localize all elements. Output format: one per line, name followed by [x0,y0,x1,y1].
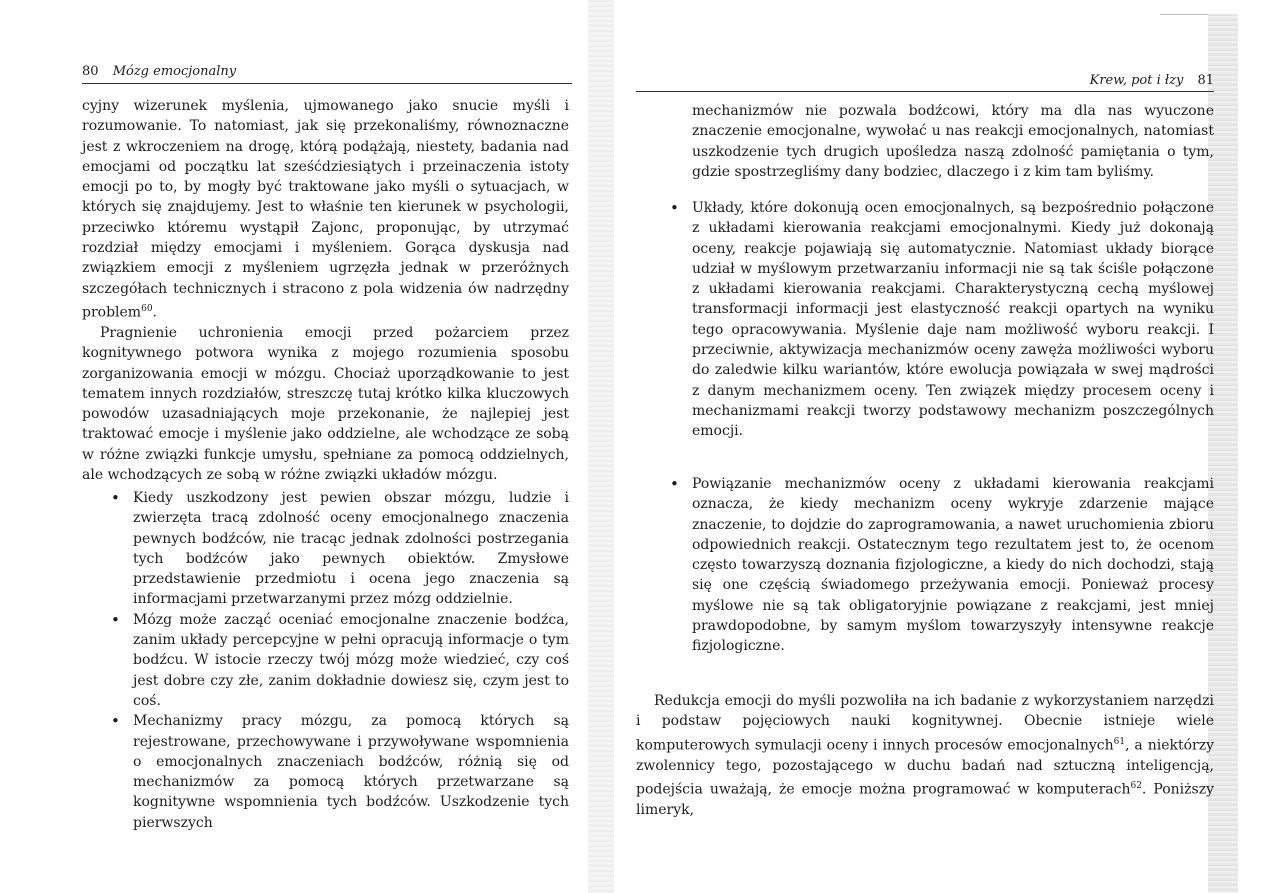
left-page [0,0,600,893]
right-running-title: Krew, pot i łzy [1089,73,1184,88]
left-bullet-item-2: • Mózg może zacząć oceniać emocjonalne znaczenie bodźca, zanim układy percepcyjne w pełni opracują informacje o tym bodźcu. W istocie rzeczy twój mózg może wiedzieć, czy coś jest dobre czy złe, zanim dokładnie dowiesz się, czym jest to coś. [133,610,569,711]
left-page-number: 80 [82,64,99,79]
left-body-text [82,96,569,485]
right-bullet-list-2 [684,474,1214,657]
right-page [606,0,1266,893]
right-bullet-item-2: • Powiązanie mechanizmów oceny z układami kierowania reakcjami oznacza, że kiedy mechanizm oceny wykryje zdarzenie mające znaczenie, to dojdzie do zaprogramowania, a nawet uruchomienia zbioru odpowiednich reakcji. Ostatecznym tego rezultatem jest to, że ocenom często towarzyszą doznania fizjologiczne, a kiedy do nich dochodzi, stają się one częścią świadomego przeżywania emocji. Ponieważ procesy myślowe nie są tak obligatoryjnie powiązane z reakcjami, jest mniej prawdopodobne, by samym myślom towarzyszyły intensywne reakcje fizjologiczne. [692,474,1214,657]
left-running-title: Mózg emocjonalny [112,64,237,79]
right-page-number: 81 [1197,73,1214,88]
right-bullet-item-1: • Układy, które dokonują ocen emocjonalnych, są bezpośrednio połączone z układami kierowania reakcjami emocjonalnymi. Kiedy już dokonają oceny, reakcje pojawiają się automatycznie. Natomiast układy biorące udział w myślowym przetwarzaniu informacji nie są tak ściśle połączone z układami kierowania reakcjami. Charakterystyczną cechą myślowej transformacji informacji jest elastyczność reakcji opartych na wyniku tego opracowywania. Myślenie daje nam możliwość wyboru reakcji. I przeciwnie, aktywizacja mechanizmów oceny zawęża możliwości wyboru do zaledwie kilku wariantów, które ewolucja powiązała w swej mądrości z danym mechanizmem oceny. Ten związek między procesem oceny i mechanizmami reakcji tworzy podstawowy mechanizm poszczególnych emocji. [692,198,1214,442]
right-continuation-paragraph: mechanizmów nie pozwala bodźcowi, który ma dla nas wyuczone znaczenie emocjonalne, wywołać u nas reakcji emocjonalnych, natomiast uszkodzenie tych drugich upośledza naszą zdolność pamiętania o tym, gdzie spostrzegliśmy dany bodziec, dlaczego i z kim tam byliśmy. [692,103,1214,180]
right-running-head [986,73,1214,88]
left-paragraph-1: cyjny wizerunek myślenia, ujmowanego jako snucie myśli i rozumowanie. To natomiast, jak się przekonaliśmy, równoznaczne jest z wkroczeniem na drogę, którą podążają, niestety, badania nad emocjami od początku lat sześćdziesiątych i przeinaczenia istoty emocji po to, by mogły być traktowane jako myśli o sytuacjach, w których się znajdujemy. Jest to właśnie ten kierunek w psychologii, przeciwko któremu wystąpił Zajonc, proponując, by utrzymać rozdział między emocjami i myśleniem. Gorąca dyskusja nad związkiem emocji z myśleniem ugrzęzła jednak w przeróżnych szczegółach technicznych i stracono z pola widzenia ów nadrzędny problem$^{60}$. [82,98,569,321]
footnote-ref-60: 60 [141,303,153,314]
right-closing-paragraph: Redukcja emocji do myśli pozwoliła na ich badanie z wykorzystaniem narzędzi i podstaw pojęciowych nauki kognitywnej. Obecnie istnieje wiele komputerowych symulacji oceny i innych procesów emocjonalnych$^{61}$, a niektórzy zwolennicy tego, pozostającego w duchu badań nad sztuczną inteligencją, podejścia uważają, że emocje można programować w komputerach$^{62}$. Poniższy limeryk, [636,693,1214,818]
left-bullet-list [133,488,569,833]
left-bullet-item-1: • Kiedy uszkodzony jest pewien obszar mózgu, ludzie i zwierzęta tracą zdolność oceny emocjonalnego znaczenia pewnych bodźców, nie tracąc jednak zdolności postrzegania tych bodźców jako pewnych obiektów. Zmysłowe przedstawienie przedmiotu i ocena jego znaczenia są informacjami przetwarzanymi przez mózg oddzielnie. [133,488,569,610]
left-bullet-item-3: • Mechanizmy pracy mózgu, za pomocą których są rejestrowane, przechowywane i przywoływane wspomnienia o emocjonalnych znaczeniach bodźców, różnią się od mechanizmów za pomocą których przetwarzane są kognitywne wspomnienia tych bodźców. Uszkodzenie tych pierwszych [133,711,569,833]
left-header-rule [82,83,572,84]
right-bullet-list-1 [684,198,1214,442]
right-continuation-text [692,101,1214,182]
footnote-ref-62: 62 [1130,780,1142,791]
left-running-head [82,64,236,79]
right-header-rule [636,91,1214,92]
footnote-ref-61: 61 [1113,736,1126,747]
left-paragraph-2: Pragnienie uchronienia emocji przed pożarciem przez kognitywnego potwora wynika z mojego rozumienia sposobu zorganizowania emocji w mózgu. Chociaż uporządkowanie to jest tematem innych rozdziałów, streszczę tutaj krótko kilka kluczowych powodów uzasadniających moje przekonanie, że najlepiej jest traktować emocje i myślenie jako oddzielne, ale wchodzące ze sobą w różne związki funkcje umysłu, spełniane za pomocą oddzielnych, ale wchodzących ze sobą w różne związki układów mózgu. [82,324,569,483]
right-closing-text [636,691,1214,820]
